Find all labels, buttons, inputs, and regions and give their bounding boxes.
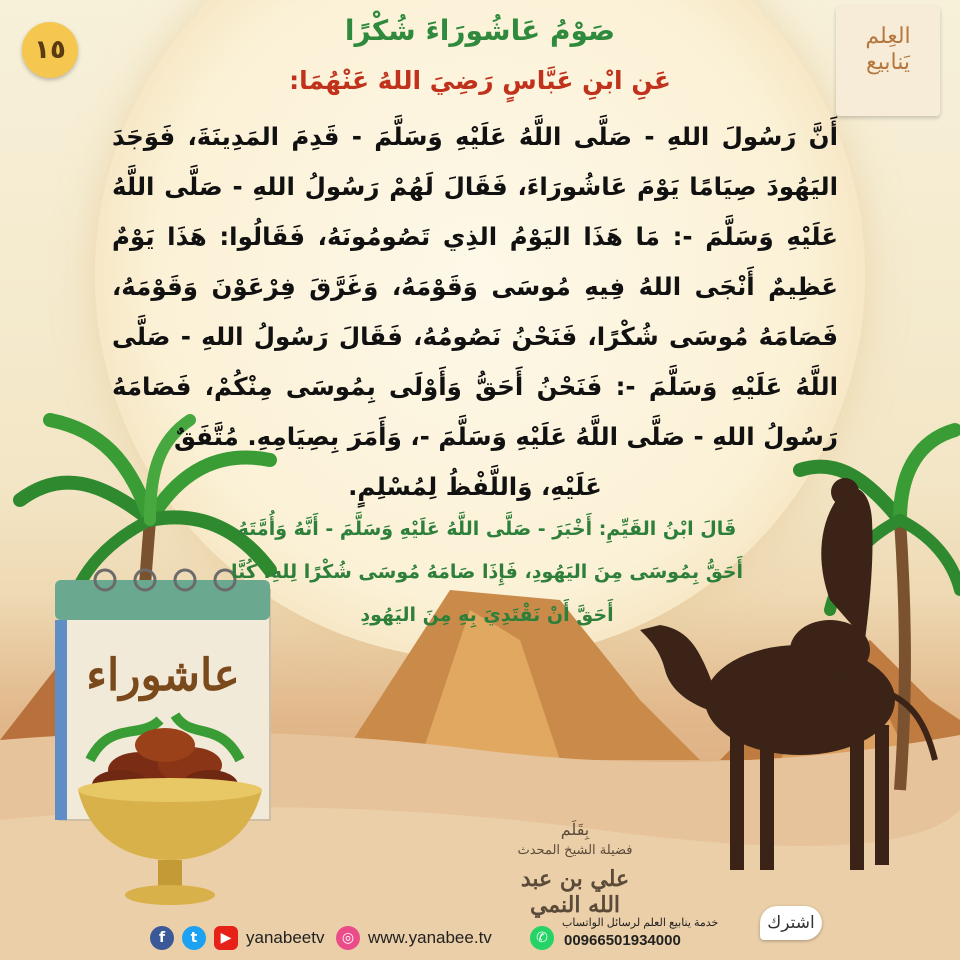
author-rank: فضيلة الشيخ المحدث <box>517 843 633 858</box>
social-handle[interactable]: yanabeetv <box>246 928 325 947</box>
hadith-text <box>112 112 838 512</box>
subscribe-button[interactable]: اشترك <box>760 906 822 940</box>
whatsapp-service-label: خدمة ينابيع العلم لرسائل الواتساب <box>562 917 719 929</box>
logo-line-1: العِلم <box>865 24 911 49</box>
narrator-line: عَنِ ابْنِ عَبَّاسٍ رَضِيَ اللهُ عَنْهُمَا: <box>289 66 671 95</box>
whatsapp-icon[interactable]: ✆ <box>530 926 554 950</box>
website-link[interactable]: www.yanabee.tv <box>368 928 492 947</box>
facebook-icon[interactable]: f <box>150 926 174 950</box>
ibn-qayyim-line-1: قَالَ ابْنُ القَيِّمِ: أَخْبَرَ - صَلَّى اللَّهُ عَلَيْهِ وَسَلَّمَ - أَنَّهُ وَأُمَّتَهُ <box>237 518 737 540</box>
hadith-body: أَنَّ رَسُولَ اللهِ - صَلَّى اللَّهُ عَلَيْهِ وَسَلَّمَ - قَدِمَ المَدِينَةَ، فَوَجَدَ اليَهُودَ صِيَامًا يَوْمَ عَاشُورَاءَ، فَقَالَ لَهُمْ رَسُولُ اللهِ - صَلَّى اللَّهُ عَلَيْهِ وَسَلَّمَ -: مَا هَذَا اليَوْمُ الذِي تَصُومُونَهُ، فَقَالُوا: هَذَا يَوْمٌ عَظِيمٌ أَنْجَى اللهُ فِيهِ مُوسَى وَقَوْمَهُ، وَغَرَّقَ فِرْعَوْنَ وَقَوْمَهُ، فَصَامَهُ مُوسَى شُكْرًا، فَنَحْنُ نَصُومُهُ، فَقَالَ رَسُولُ اللهِ - صَلَّى اللَّهُ عَلَيْهِ وَسَلَّمَ -: فَنَحْنُ أَحَقُّ وَأَوْلَى بِمُوسَى مِنْكُمْ، فَصَامَهُ رَسُولُ اللهِ - صَلَّى اللَّهُ عَلَيْهِ وَسَلَّمَ -، وَأَمَرَ بِصِيَامِهِ. مُتَّفَقٌ <box>112 122 838 451</box>
youtube-icon[interactable]: ▶ <box>214 926 238 950</box>
whatsapp-phone[interactable]: 00966501934000 <box>564 932 681 949</box>
author-name: علي بن عبد الله النمي <box>520 866 630 918</box>
ibn-qayyim-line-2: أَحَقُّ بِمُوسَى مِنَ اليَهُودِ، فَإِذَا صَامَهُ مُوسَى شُكْرًا لِلهِ، كُنَّا <box>230 561 744 583</box>
ibn-qayyim-quote <box>222 508 752 637</box>
page-number-badge: ١٥ <box>22 22 78 78</box>
calendar-label: عاشوراء <box>86 650 240 701</box>
twitter-icon[interactable]: t <box>182 926 206 950</box>
page-title: صَوْمُ عَاشُورَاءَ شُكْرًا <box>344 14 616 47</box>
footer-bar <box>140 917 760 952</box>
author-signature <box>510 820 640 918</box>
hadith-ending: عَلَيْهِ، وَاللَّفْظُ لِمُسْلِمٍ. <box>348 472 602 501</box>
author-by: بِقَلَم <box>560 820 590 839</box>
logo-line-2: يَنابيع <box>866 50 910 75</box>
yanabee-logo <box>836 6 940 116</box>
ibn-qayyim-line-3: أَحَقَّ أَنْ نَقْتَدِيَ بِهِ مِنَ اليَهُودِ <box>360 604 614 626</box>
dribbble-icon[interactable]: ◎ <box>336 926 360 950</box>
